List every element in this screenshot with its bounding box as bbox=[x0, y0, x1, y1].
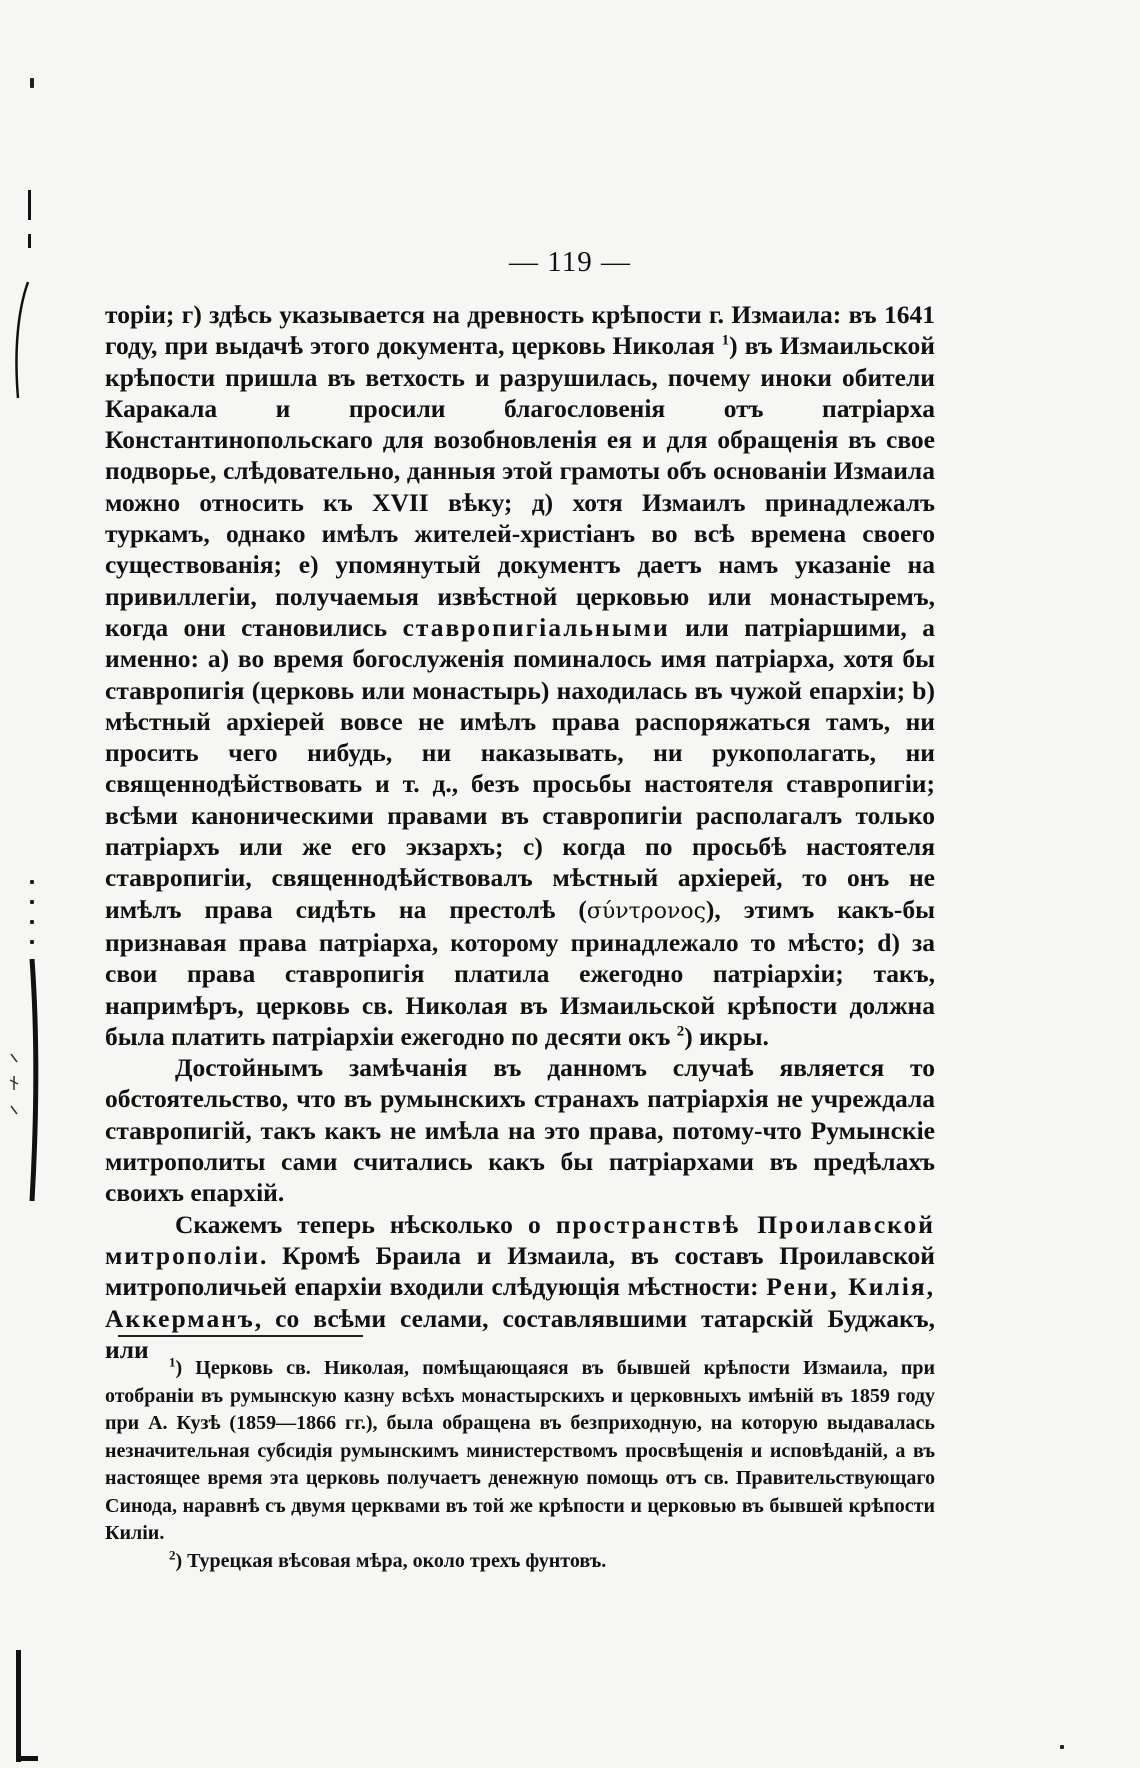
text-run: Скажемъ теперь нѣсколько о bbox=[175, 1209, 556, 1239]
scan-mark bbox=[16, 1756, 38, 1761]
page-number: — 119 — bbox=[509, 246, 631, 278]
main-text bbox=[105, 299, 935, 1365]
text-run: или патріаршими, а именно: a) во время богослуженія поминалось имя патріарха, хотя бы ставропигія (церковь или монастырь) находилась въ чужой епархіи; b) мѣстный архіерей вовсе не имѣлъ права распоряжаться тамъ, ни просить чего нибудь, ни наказывать, ни рукополагать, ни священнодѣйствовать и т. д., безъ просьбы настоятеля ставропигіи; всѣми каноническими правами въ ставропигіи располагалъ только патріархъ или же его экзархъ; c) когда по просьбѣ настоятеля ставропигіи, священнодѣйствовалъ мѣстный архіерей, то онъ не имѣлъ права сидѣть на престолѣ ( bbox=[105, 612, 935, 924]
scan-mark bbox=[30, 900, 34, 904]
footnote-marker: 2 bbox=[169, 1546, 176, 1562]
scan-curve-mark bbox=[8, 280, 32, 400]
text-run: , со всѣми селами, составлявшими татарскій Буджакъ, или bbox=[105, 1303, 935, 1364]
footnote-marker: 1 bbox=[721, 332, 730, 349]
text-run: . Кромѣ Браила и Измаила, въ составъ Проилавской митрополичьей епархіи входили слѣдующія мѣстности: bbox=[105, 1240, 935, 1302]
footnote-separator bbox=[118, 1335, 363, 1337]
scan-mark bbox=[30, 78, 34, 88]
text-run: торіи; г) здѣсь указывается на древность крѣпости г. Измаила: въ 1641 году, при выдачѣ этого документа, церковь Николая bbox=[105, 300, 935, 361]
paragraph bbox=[105, 1209, 935, 1365]
spaced-emphasis-text: ставропигіальными bbox=[402, 612, 670, 642]
scan-mark bbox=[30, 940, 34, 944]
scan-mark bbox=[30, 880, 34, 884]
text-run: ) въ Измаильской крѣпости пришла въ ветхость и разрушилась, почему иноки обители Каракала и просили благословенія отъ патріарха Константинопольскаго для возобновленія ея и для обращенія въ свое подворье, слѣдовательно, данныя этой грамоты объ основаніи Измаила можно относить къ XVII вѣку; д) хотя Измаилъ принадлежалъ туркамъ, однако имѣлъ жителей-христіанъ во всѣ времена своего существованія; е) упомянутый документъ даетъ намъ указаніе на привиллегіи, получаемыя извѣстной церковью или монастыремъ, когда они становились bbox=[105, 331, 935, 642]
footnote bbox=[105, 1355, 935, 1548]
greek-term: σύντρονος bbox=[586, 898, 706, 924]
text-run: ), этимъ какъ-бы признавая права патріарха, которому принадлежало то мѣсто; d) за свои права ставропигія платила ежегодно патріархіи; такъ, напримѣръ, церковь св. Николая въ Измаильской крѣпости должна была платить патріархіи ежегодно по десяти окъ bbox=[105, 894, 935, 1051]
paragraph bbox=[105, 1052, 935, 1208]
spaced-emphasis-text: Рени, Килія, Аккерманъ bbox=[105, 1272, 935, 1333]
paragraph bbox=[105, 299, 935, 1052]
footnote-marker: 1 bbox=[169, 1354, 176, 1370]
scan-mark bbox=[30, 920, 34, 924]
scan-mark bbox=[16, 1650, 21, 1762]
scan-glyph-mark bbox=[8, 1050, 22, 1120]
text-run: Достойнымъ замѣчанія въ данномъ случаѣ является то обстоятельство, что въ румынскихъ странахъ патріархія не учреждала ставропигій, такъ какъ не имѣла на это права, потому-что Румынскіе митрополиты сами считались какъ бы патріархами въ предѣлахъ своихъ епархій. bbox=[105, 1053, 935, 1208]
footnotes bbox=[105, 1355, 935, 1575]
scan-mark bbox=[1060, 1745, 1064, 1749]
footnote bbox=[105, 1548, 935, 1576]
text-run: ) Турецкая вѣсовая мѣра, около трехъ фунтовъ. bbox=[175, 1549, 607, 1572]
scan-mark bbox=[28, 190, 31, 220]
footnote-marker: 2 bbox=[676, 1023, 685, 1040]
text-run: ) Церковь св. Николая, помѣщающаяся въ бывшей крѣпости Измаила, при отобраніи въ румынскую казну всѣхъ монастырскихъ и церковныхъ имѣній въ 1859 году при А. Кузѣ (1859—1866 гг.), была обращена въ безприходную, на которую выдавалась незначительная субсидія румынскимъ министерствомъ просвѣщенія и исповѣданій, а въ настоящее время эта церковь получаетъ денежную помощь отъ св. Правительствующаго Синода, наравнѣ съ двумя церквами въ той же крѣпости и церковью въ бывшей крѣпости Киліи. bbox=[105, 1357, 935, 1544]
text-run: ) икры. bbox=[684, 1021, 769, 1051]
spaced-emphasis-text: пространствѣ Проилавской митрополіи bbox=[105, 1209, 935, 1270]
